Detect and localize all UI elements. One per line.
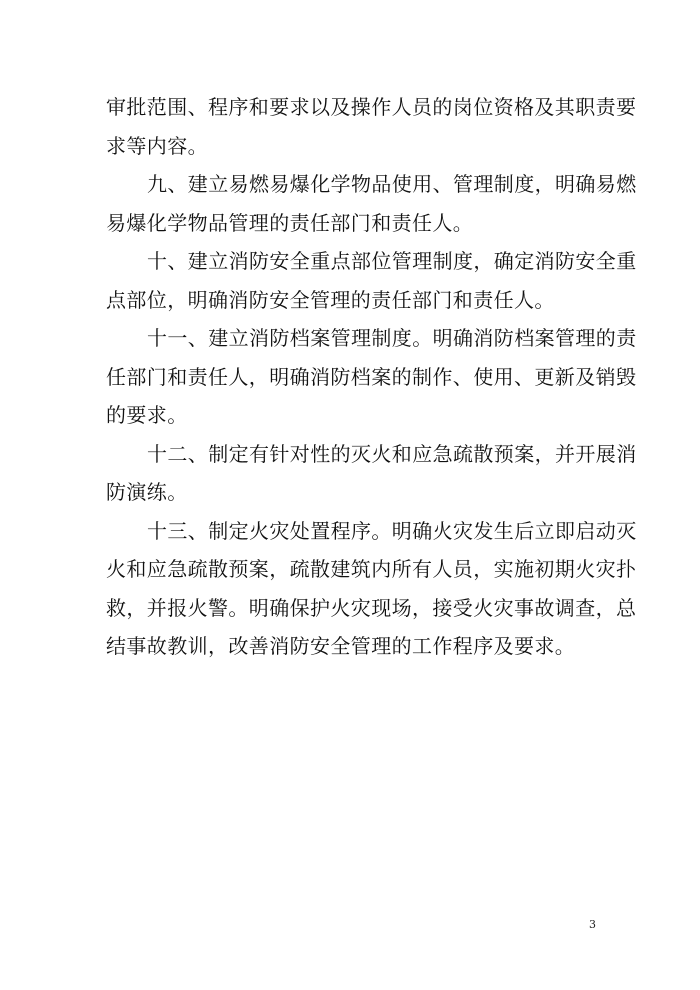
text-line: 火和应急疏散预案，疏散建筑内所有人员，实施初期火灾扑: [106, 557, 637, 581]
text-line: 九、建立易燃易爆化学物品使用、管理制度，明确易燃: [147, 172, 637, 196]
paragraph-item-9: [106, 165, 637, 242]
text-line: 十二、制定有针对性的灭火和应急疏散预案，并开展消: [147, 441, 637, 466]
paragraph-item-12: [106, 435, 637, 512]
document-body: [106, 88, 637, 666]
text-line: 救，并报火警。明确保护火灾现场，接受火灾事故调查，总: [106, 595, 637, 620]
page-number: 3: [589, 918, 596, 931]
text-line: 审批范围、程序和要求以及操作人员的岗位资格及其职责要: [106, 95, 637, 119]
text-line: 求等内容。: [106, 133, 208, 158]
text-line: 十三、制定火灾处置程序。明确火灾发生后立即启动灭: [147, 518, 637, 543]
text-line: 任部门和责任人，明确消防档案的制作、使用、更新及销毁: [106, 364, 637, 389]
text-line: 防演练。: [106, 480, 188, 504]
paragraph-item-13: [106, 512, 637, 666]
paragraph-continuation: [106, 88, 637, 165]
paragraph-item-10: [106, 242, 637, 319]
text-line: 十、建立消防安全重点部位管理制度，确定消防安全重: [147, 249, 637, 273]
text-line: 结事故教训，改善消防安全管理的工作程序及要求。: [106, 634, 576, 658]
text-line: 的要求。: [106, 403, 188, 427]
text-line: 十一、建立消防档案管理制度。明确消防档案管理的责: [147, 326, 637, 350]
text-line: 点部位，明确消防安全管理的责任部门和责任人。: [106, 287, 555, 312]
text-line: 易爆化学物品管理的责任部门和责任人。: [106, 210, 474, 235]
paragraph-item-11: [106, 319, 637, 435]
